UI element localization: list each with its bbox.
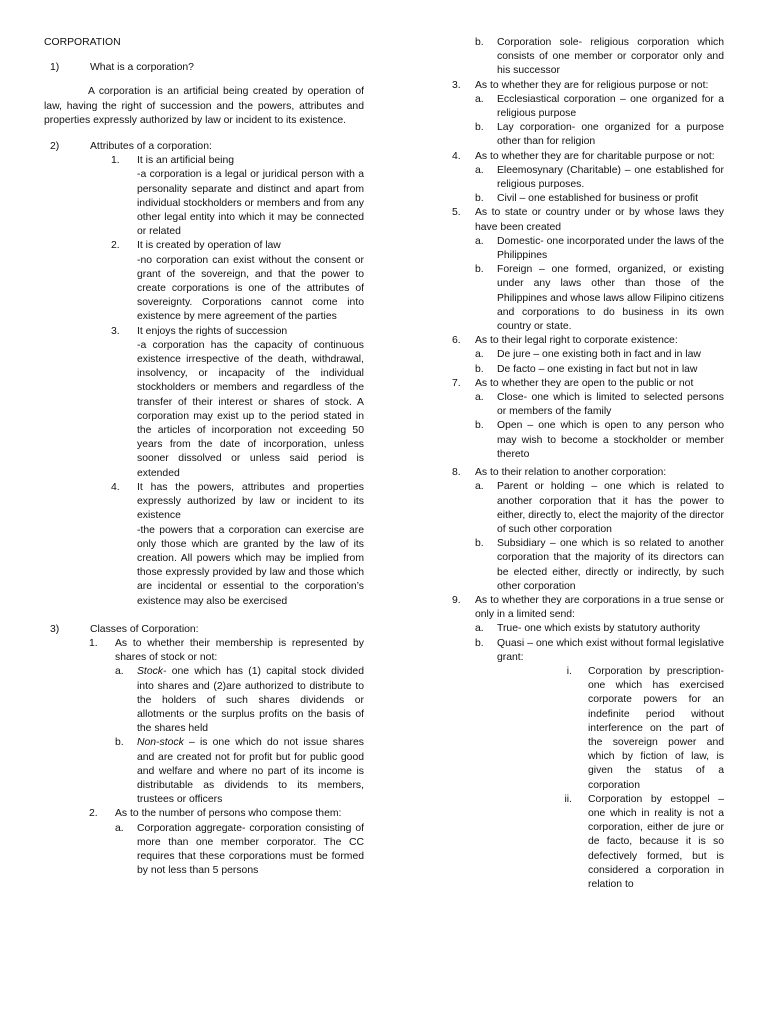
item-number: 6. bbox=[452, 335, 461, 347]
class-2a bbox=[44, 822, 364, 879]
class-7 bbox=[452, 377, 724, 391]
item-text: Domestic- one incorporated under the laws of the Philippines bbox=[497, 235, 724, 262]
item-text: As to whether they are corporations in a true sense or only in a limited send: bbox=[475, 594, 724, 621]
class-2b bbox=[452, 36, 724, 79]
class-4a bbox=[452, 164, 724, 192]
item-text: As to whether they are for charitable purpose or not: bbox=[475, 150, 715, 162]
attribute-heading: It is created by operation of law bbox=[137, 240, 281, 252]
class-9b-i bbox=[452, 665, 724, 793]
attribute-body: -the powers that a corporation can exercise are only those which are granted by the law of its creation. All powers which may be implied from those expressly provided by law and those which are incidental or essential to the corporation’s existence may also be exercised bbox=[137, 524, 364, 607]
item-text: Open – one which is open to any person who may wish to become a stockholder or member thereto bbox=[497, 420, 724, 460]
item-number: b. bbox=[475, 420, 484, 432]
class-3a bbox=[452, 93, 724, 121]
item-text: As to their legal right to corporate existence: bbox=[475, 335, 678, 347]
attribute-3 bbox=[44, 325, 364, 481]
item-number: 3. bbox=[452, 79, 461, 91]
item-number: 4. bbox=[452, 150, 461, 162]
question-2 bbox=[44, 140, 364, 154]
item-text: Quasi – one which exist without formal legislative grant: bbox=[497, 637, 724, 663]
class-2 bbox=[44, 807, 364, 821]
class-1a bbox=[44, 665, 364, 736]
item-number: a. bbox=[475, 623, 484, 635]
item-number: a. bbox=[115, 666, 124, 678]
question-3 bbox=[44, 623, 364, 637]
class-3 bbox=[452, 79, 724, 93]
item-number: a. bbox=[475, 349, 484, 361]
right-column bbox=[452, 36, 724, 892]
class-4b bbox=[452, 192, 724, 206]
item-text: Lay corporation- one organized for a purpose other than for religion bbox=[497, 122, 724, 148]
class-9b-ii bbox=[452, 793, 724, 892]
item-text: As to whether their membership is represented by shares of stock or not: bbox=[115, 637, 364, 664]
attribute-heading: It is an artificial being bbox=[137, 155, 235, 167]
item-text: Subsidiary – one which is so related to another corporation that the majority of its directors can be elected either, directly or indirectly, by such other corporation bbox=[497, 538, 724, 592]
attribute-body: -no corporation can exist without the consent or grant of the sovereign, and that the power to create corporations is one of the attributes of sovereignty. Corporations cannot come into existence by mere agreement of the parties bbox=[137, 254, 364, 323]
class-1 bbox=[44, 637, 364, 665]
left-column bbox=[44, 36, 364, 878]
item-text: Classes of Corporation: bbox=[90, 623, 199, 635]
item-text: Parent or holding – one which is related to another corporation that it has the power to either, directly to, elect the majority of the director of such other corporation bbox=[497, 481, 724, 535]
item-text: Close- one which is limited to selected persons or members of the family bbox=[497, 392, 724, 418]
class-6 bbox=[452, 334, 724, 348]
question-1 bbox=[44, 61, 364, 75]
item-number: a. bbox=[475, 235, 484, 247]
class-5a bbox=[452, 235, 724, 263]
class-5 bbox=[452, 206, 724, 234]
item-text: one which has (1) capital stock divided into shares and (2)are authorized to distribute to the holders of such shares dividends or allotments or the surplus profits on the basis of the shares held bbox=[137, 666, 364, 735]
item-number: b. bbox=[475, 637, 484, 649]
item-number: b. bbox=[475, 363, 484, 375]
class-9a bbox=[452, 622, 724, 636]
item-text: Corporation aggregate- corporation consisting of more than one member corporator. The CC requires that these corporations must be formed by not less than 5 persons bbox=[137, 822, 364, 877]
item-text: Foreign – one formed, organized, or existing under any laws other than those of the Philippines and whose laws allow Filipino citizens and corporations to do business in its own country or state. bbox=[497, 264, 724, 333]
item-number: a. bbox=[475, 392, 484, 404]
item-number: 2. bbox=[111, 240, 120, 252]
item-text: As to whether they are open to the public or not bbox=[475, 377, 694, 389]
attribute-heading: It enjoys the rights of succession bbox=[137, 325, 288, 337]
class-4 bbox=[452, 150, 724, 164]
item-text: What is a corporation? bbox=[90, 62, 194, 74]
item-text: As to the number of persons who compose them: bbox=[115, 808, 342, 820]
item-text: Corporation sole- religious corporation which consists of one member or corporator only and his successor bbox=[497, 37, 724, 77]
item-number: 3) bbox=[50, 623, 60, 635]
item-text: Eleemosynary (Charitable) – one established for religious purposes. bbox=[497, 164, 724, 191]
item-number: b. bbox=[475, 37, 484, 48]
item-text: Attributes of a corporation: bbox=[90, 141, 212, 153]
term: Non-stock bbox=[137, 737, 184, 749]
attribute-heading: It has the powers, attributes and properties expressly authorized by law or incident to its existence bbox=[137, 481, 364, 522]
item-number: b. bbox=[115, 737, 124, 749]
item-number: 1. bbox=[111, 155, 120, 167]
item-text: Ecclesiastical corporation – one organized for a religious purpose bbox=[497, 93, 724, 120]
item-number: 2. bbox=[89, 808, 98, 820]
document-title: CORPORATION bbox=[44, 37, 121, 48]
class-8a bbox=[452, 480, 724, 537]
item-number: b. bbox=[475, 122, 484, 134]
item-number: 3. bbox=[111, 325, 120, 337]
item-text: De facto – one existing in fact but not in law bbox=[497, 363, 698, 375]
term: Stock- bbox=[137, 666, 167, 678]
class-9 bbox=[452, 594, 724, 622]
attribute-body: -a corporation is a legal or juridical person with a personality separate and distinct and apart from individual stockholders or members and from any other legal entity into which it may be connected or related bbox=[137, 169, 364, 238]
definition-paragraph: A corporation is an artificial being created by operation of law, having the right of succession and the powers, attributes and properties expressly authorized by law or incident to its existence. bbox=[44, 86, 364, 126]
item-number: i. bbox=[566, 665, 572, 677]
item-number: 5. bbox=[452, 207, 461, 219]
item-number: 2) bbox=[50, 141, 60, 153]
attribute-body: -a corporation has the capacity of continuous existence irrespective of the death, withdrawal, insolvency, or incapacity of the individual stockholders or members and regardless of the transfer of their interest or shares of stock. A corporation may exist up to the period stated in the articles of incorporation not exceeding 50 years from the date of incorporation, unless sooner dissolved or unless said period is extended bbox=[137, 339, 364, 479]
class-7b bbox=[452, 419, 724, 462]
item-text: Corporation by estoppel – one which in reality is not a corporation, either de jure or de facto, because it is so defectively formed, but is considered a corporation in relation to bbox=[588, 793, 724, 890]
item-text: De jure – one existing both in fact and in law bbox=[497, 349, 701, 361]
item-number: 4. bbox=[111, 481, 120, 493]
attribute-4 bbox=[44, 481, 364, 609]
item-number: a. bbox=[115, 822, 124, 834]
item-text: As to their relation to another corporation: bbox=[475, 467, 667, 479]
item-text: Civil – one established for business or profit bbox=[497, 193, 698, 205]
item-number: ii. bbox=[564, 793, 572, 805]
class-5b bbox=[452, 263, 724, 334]
class-6a bbox=[452, 348, 724, 362]
item-number: a. bbox=[475, 481, 484, 493]
class-1b bbox=[44, 736, 364, 807]
item-text: True- one which exists by statutory authority bbox=[497, 623, 700, 635]
attribute-2 bbox=[44, 239, 364, 324]
item-number: 7. bbox=[452, 377, 461, 389]
item-number: b. bbox=[475, 193, 484, 205]
item-number: a. bbox=[475, 164, 484, 176]
attribute-1 bbox=[44, 154, 364, 239]
class-7a bbox=[452, 391, 724, 419]
item-number: b. bbox=[475, 538, 484, 550]
class-3b bbox=[452, 121, 724, 149]
item-number: b. bbox=[475, 264, 484, 276]
item-number: 1) bbox=[50, 62, 60, 74]
item-text: As to whether they are for religious purpose or not: bbox=[475, 79, 709, 91]
class-8 bbox=[452, 466, 724, 480]
class-9b bbox=[452, 637, 724, 665]
class-6b bbox=[452, 363, 724, 377]
item-text: As to state or country under or by whose laws they have been created bbox=[475, 207, 724, 233]
item-number: 8. bbox=[452, 467, 461, 479]
item-number: 1. bbox=[89, 637, 98, 649]
item-number: 9. bbox=[452, 594, 461, 606]
item-text: – is one which do not issue shares and are created not for profit but for public good and welfare and where no part of its income is distributable as dividends to its members, trustees or officers bbox=[137, 737, 364, 806]
item-text: Corporation by prescription- one which has exercised corporate powers for an indefinite period without interference on the part of the sovereign power and which by fiction of law, is given the status of a corporation bbox=[588, 665, 724, 791]
class-8b bbox=[452, 537, 724, 594]
item-number: a. bbox=[475, 93, 484, 105]
